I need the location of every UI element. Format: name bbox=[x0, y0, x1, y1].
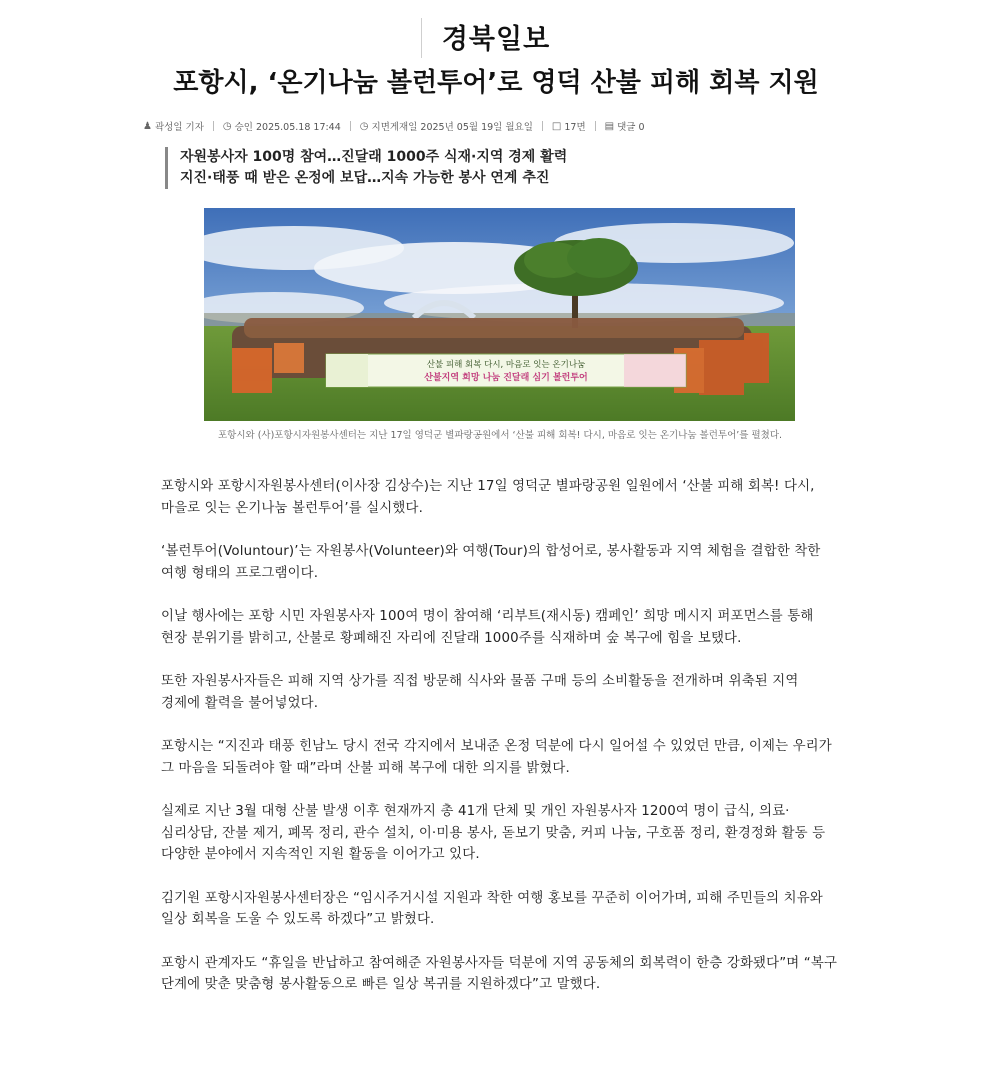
comment-icon: ▤ bbox=[604, 120, 615, 132]
group-photo-illustration bbox=[204, 208, 795, 421]
approved-time-text: 승인 2025.05.18 17:44 bbox=[234, 122, 341, 133]
meta-separator bbox=[542, 121, 543, 131]
comment-count[interactable] bbox=[605, 119, 645, 133]
subhead-line: 자원봉사자 100명 참여…진달래 1000주 식재·지역 경제 활력 bbox=[180, 149, 568, 165]
article-subheads bbox=[165, 147, 567, 189]
photo-caption: 포항시와 (사)포항시자원봉사센터는 지난 17일 영덕군 별파랑공원에서 ‘산불 피해 회복! 다시, 마음로 잇는 온기나눔 볼런투어’를 펼쳤다. bbox=[217, 430, 783, 441]
meta-separator bbox=[595, 121, 596, 131]
comment-count-text: 댓글 0 bbox=[617, 122, 645, 133]
masthead-divider bbox=[421, 18, 422, 58]
article-paragraph: 김기원 포항시자원봉사센터장은 “임시주거시설 지원과 착한 여행 홍보를 꾸준히 이어가며, 피해 주민들의 치유와 일상 회복을 도울 수 있도록 하겠다”고 밝혔다. bbox=[161, 890, 823, 927]
masthead bbox=[0, 18, 992, 62]
person-icon: ♟ bbox=[143, 120, 152, 132]
reporter-name: 곽성일 기자 bbox=[154, 122, 204, 133]
article-body bbox=[161, 476, 841, 1018]
clock-icon: ◷ bbox=[222, 120, 232, 132]
article-paragraph: 또한 자원봉사자들은 피해 지역 상가를 직접 방문해 식사와 물품 구매 등의 소비활동을 전개하며 위축된 지역 경제에 활력을 불어넣었다. bbox=[161, 674, 799, 711]
article-paragraph: 포항시 관계자도 “휴일을 반납하고 참여해준 자원봉사자들 덕분에 지역 공동체의 회복력이 한층 강화됐다”며 “복구 단계에 맞춘 맞춤형 봉사활동으로 빠른 일상 복귀를 지원하겠다”고 말했다. bbox=[161, 955, 838, 992]
page-number-text: 17면 bbox=[564, 122, 586, 133]
clock-icon: ◷ bbox=[359, 120, 369, 132]
article-paragraph: 포항시와 포항시자원봉사센터(이사장 김상수)는 지난 17일 영덕군 별파랑공원 일원에서 ‘산불 피해 회복! 다시, 마을로 잇는 온기나눔 볼런투어’를 실시했다. bbox=[161, 479, 815, 516]
banner-text: 산불 피해 회복 다시, 마음로 잇는 온기나눔 bbox=[426, 360, 586, 370]
subhead-line: 지진·태풍 때 받은 온정에 보답…지속 가능한 봉사 연계 추진 bbox=[180, 170, 550, 186]
article-meta bbox=[143, 119, 843, 133]
article-photo[interactable] bbox=[204, 208, 795, 421]
article-paragraph: 실제로 지난 3월 대형 산불 발생 이후 현재까지 총 41개 단체 및 개인 자원봉사자 1200여 명이 급식, 의료·심리상담, 잔불 제거, 폐목 정리, 관수 설치, 이·미용 봉사, 돋보기 맞춤, 커피 나눔, 구호품 정리, 환경정화 활동 등 다양한 분야에서 지속적인 지원 활동을 이어가고 있다. bbox=[161, 804, 826, 862]
page-icon: □ bbox=[551, 120, 562, 132]
print-date bbox=[360, 119, 533, 133]
article-paragraph: 포항시는 “지진과 태풍 힌남노 당시 전국 각지에서 보내준 온정 덕분에 다시 일어설 수 있었던 만큼, 이제는 우리가 그 마음을 되돌려야 할 때”라며 산불 피해 복구에 대한 의지를 밝혔다. bbox=[161, 739, 832, 776]
print-date-text: 지면게재일 2025년 05월 19일 월요일 bbox=[371, 122, 533, 133]
article-headline: 포항시, ‘온기나눔 볼런투어’로 영덕 산불 피해 회복 지원 bbox=[173, 68, 819, 98]
reporter-info[interactable] bbox=[143, 119, 204, 133]
approved-time bbox=[223, 119, 341, 133]
banner-text: 산불지역 희망 나눔 진달래 심기 볼런투어 bbox=[424, 373, 588, 383]
page-number bbox=[552, 119, 586, 133]
meta-separator bbox=[350, 121, 351, 131]
article-paragraph: ‘볼런투어(Voluntour)’는 자원봉사(Volunteer)와 여행(Tour)의 합성어로, 봉사활동과 지역 체험을 결합한 착한 여행 형태의 프로그램이다. bbox=[161, 544, 821, 581]
newspaper-logo[interactable]: 경북일보 bbox=[441, 24, 551, 55]
meta-separator bbox=[213, 121, 214, 131]
article-paragraph: 이날 행사에는 포항 시민 자원봉사자 100여 명이 참여해 ‘리부트(재시동) 캠페인’ 희망 메시지 퍼포먼스를 통해 현장 분위기를 밝히고, 산불로 황폐해진 자리에 진달래 1000주를 식재하며 숲 복구에 힘을 보탰다. bbox=[161, 609, 814, 646]
